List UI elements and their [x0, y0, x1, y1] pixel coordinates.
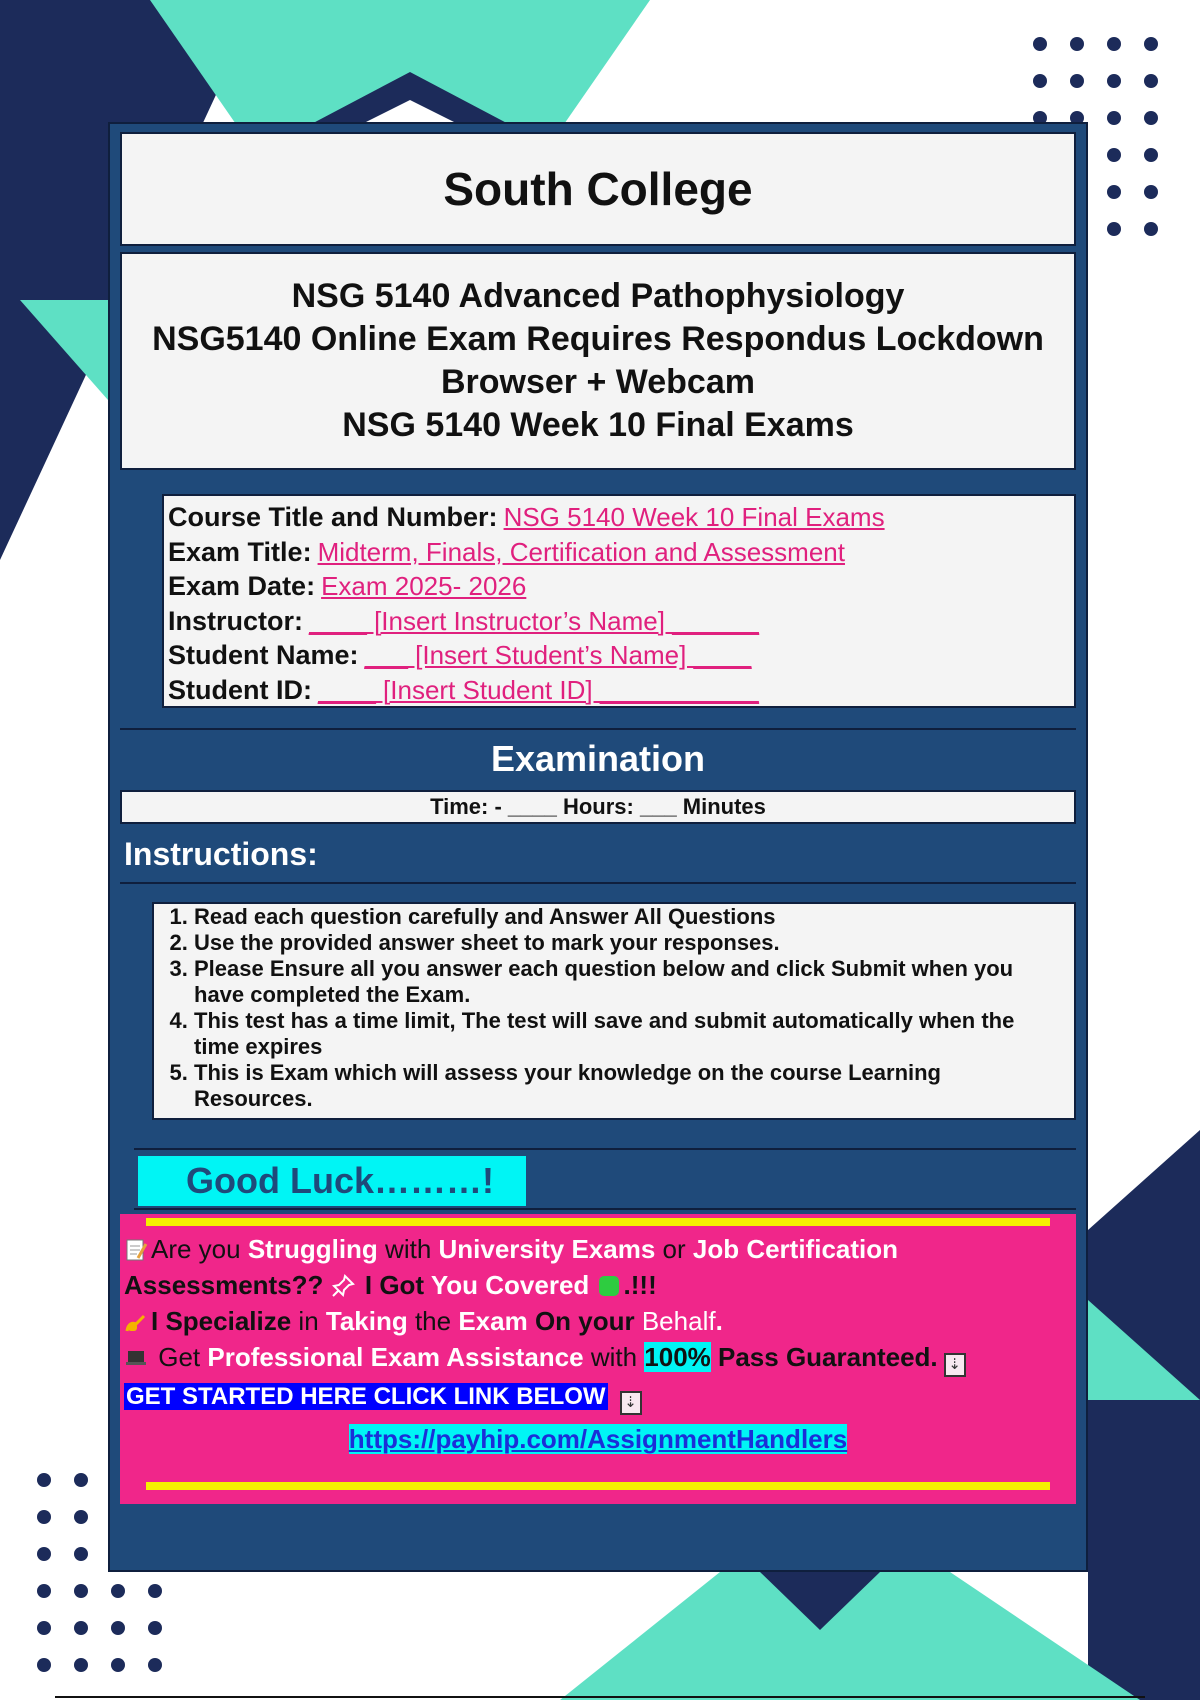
- student-id-value-link[interactable]: ____ [Insert Student ID] ___________: [317, 674, 759, 705]
- divider: [120, 882, 1076, 884]
- down-arrow-icon: ⇣: [620, 1391, 642, 1415]
- promo-text: On your: [527, 1306, 642, 1336]
- time-allowed-bar: Time: - ____ Hours: ___ Minutes: [120, 790, 1076, 824]
- promo-text: You: [430, 1270, 479, 1300]
- promo-box: [120, 1214, 1076, 1504]
- divider: [134, 1148, 1076, 1150]
- promo-text: .!!!: [623, 1270, 657, 1300]
- writing-hand-icon: [124, 1310, 148, 1334]
- promo-text: Job Certification: [692, 1234, 899, 1264]
- promo-text: Behalf: [641, 1306, 716, 1336]
- payhip-link[interactable]: https://payhip.com/AssignmentHandlers: [348, 1424, 848, 1454]
- instructions-list-box: [152, 902, 1076, 1120]
- page-bottom-line: [55, 1696, 1145, 1698]
- student-name-label: Student Name:: [168, 640, 359, 670]
- promo-line-3: [124, 1306, 723, 1337]
- promo-text: University Exams: [438, 1234, 656, 1264]
- college-name: South College: [120, 132, 1076, 246]
- promo-text: the: [407, 1306, 459, 1336]
- instructor-label: Instructor:: [168, 605, 303, 636]
- promo-text: in: [291, 1306, 326, 1336]
- exam-title-value-link[interactable]: Midterm, Finals, Certification and Assessment: [317, 536, 845, 567]
- instructor-row: [168, 606, 1070, 641]
- promo-text: Professional: [207, 1342, 364, 1372]
- exam-title-label: Exam Title:: [168, 536, 312, 567]
- course-title-line: NSG 5140 Advanced Pathophysiology: [291, 277, 905, 315]
- promo-text: I: [151, 1306, 166, 1336]
- promo-text: Struggling: [247, 1234, 378, 1264]
- promo-text: Covered: [478, 1270, 597, 1300]
- course-label: Course Title and Number:: [168, 502, 498, 532]
- laptop-icon: [124, 1346, 148, 1370]
- promo-text: with: [377, 1234, 439, 1264]
- navy-triangle-right: [1088, 1130, 1200, 1700]
- instructions-list: [158, 904, 1064, 1112]
- promo-link-row: [120, 1424, 1076, 1455]
- instruction-item: 4. This test has a time limit, The test will save and submit automatically when the time expires: [194, 1008, 1064, 1060]
- promo-text: Get: [151, 1342, 208, 1372]
- promo-text: Specialize: [165, 1306, 292, 1336]
- exam-date-label: Exam Date:: [168, 571, 316, 601]
- promo-line-2: [124, 1270, 657, 1301]
- promo-text: with: [583, 1342, 645, 1372]
- down-arrow-icon: ⇣: [944, 1353, 966, 1377]
- examination-heading: Examination: [490, 738, 706, 779]
- course-title-block: [120, 252, 1076, 470]
- good-luck-banner: Good Luck………!: [138, 1156, 526, 1206]
- student-id-row: [168, 675, 1070, 710]
- promo-line-1: [124, 1234, 898, 1265]
- exam-requirement-line: NSG5140 Online Exam Requires Respondus Lockdown: [152, 320, 1044, 358]
- course-row: [168, 502, 1070, 537]
- promo-text: .: [715, 1306, 723, 1336]
- exam-title-row: [168, 537, 1070, 572]
- promo-text: Are you: [151, 1234, 248, 1264]
- student-name-row: [168, 640, 1070, 675]
- student-id-label: Student ID:: [168, 674, 312, 705]
- instruction-item: 1. Read each question carefully and Answer All Questions: [194, 904, 1064, 930]
- exam-name-line: NSG 5140 Week 10 Final Exams: [342, 406, 854, 444]
- promo-line-4: [124, 1342, 966, 1377]
- promo-text: I Got: [357, 1270, 431, 1300]
- instruction-item: 2. Use the provided answer sheet to mark your responses.: [194, 930, 1064, 956]
- divider: [134, 1208, 1076, 1210]
- exam-info-box: [162, 494, 1076, 708]
- promo-text: Assessments??: [124, 1270, 324, 1300]
- promo-highlight: 100%: [644, 1342, 711, 1372]
- promo-text: Exam: [458, 1306, 528, 1336]
- instructor-value-link[interactable]: ____ [Insert Instructor’s Name] ______: [309, 605, 759, 636]
- instruction-item: 3. Please Ensure all you answer each question below and click Submit when you have completed the Exam.: [194, 956, 1064, 1008]
- promo-line-5: [124, 1380, 642, 1415]
- promo-text: or: [655, 1234, 693, 1264]
- pushpin-icon: [331, 1274, 355, 1298]
- cta-banner: GET STARTED HERE CLICK LINK BELOW: [126, 1383, 606, 1410]
- student-name-value-link[interactable]: ___ [Insert Student’s Name] ____: [364, 640, 752, 670]
- instruction-item: 5. This is Exam which will assess your knowledge on the course Learning Resources.: [194, 1060, 1064, 1112]
- memo-icon: [124, 1238, 148, 1262]
- yellow-bar-bottom: [146, 1482, 1050, 1490]
- promo-text: Pass Guaranteed.: [710, 1342, 938, 1372]
- yellow-bar-top: [146, 1218, 1050, 1226]
- course-value-link[interactable]: NSG 5140 Week 10 Final Exams: [503, 502, 885, 532]
- green-check-icon: [597, 1274, 621, 1298]
- instructions-heading: Instructions:: [124, 836, 318, 872]
- divider: [120, 728, 1076, 730]
- exam-date-row: [168, 571, 1070, 606]
- exam-cover-document: [108, 122, 1088, 1572]
- exam-requirement-line-2: Browser + Webcam: [440, 363, 755, 401]
- exam-date-value-link[interactable]: Exam 2025- 2026: [321, 571, 527, 601]
- promo-text: Exam Assistance: [363, 1342, 584, 1372]
- promo-text: Taking: [325, 1306, 408, 1336]
